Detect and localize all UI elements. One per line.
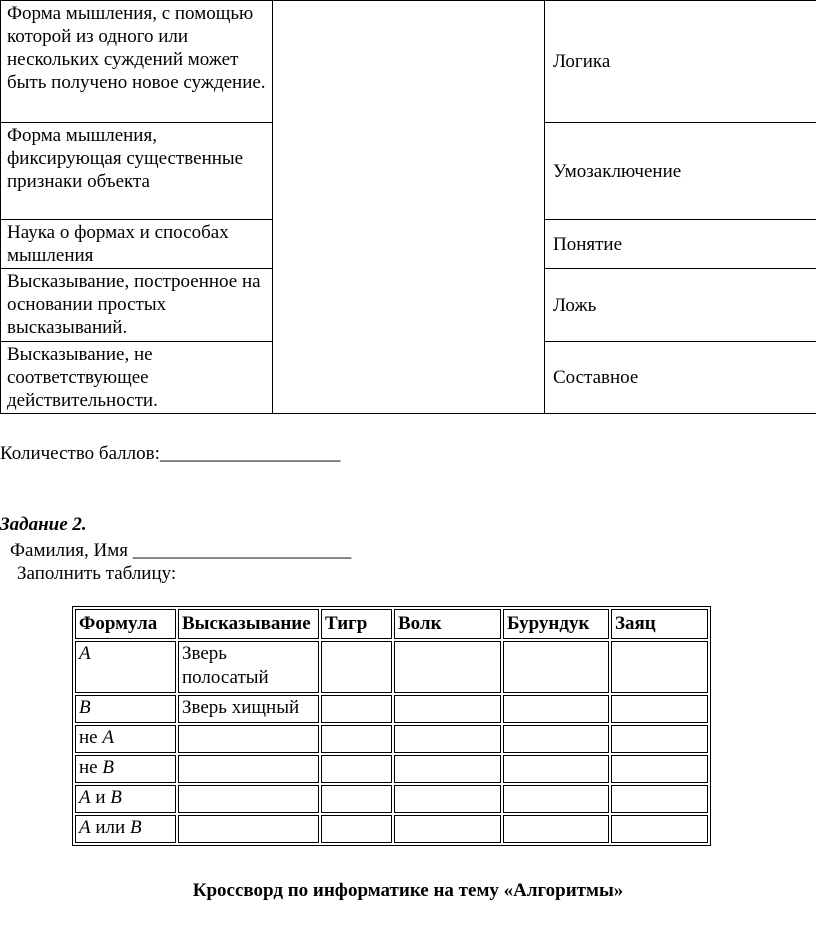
answer-cell[interactable] [321, 725, 392, 753]
answer-cell[interactable] [503, 725, 609, 753]
header-wolf: Волк [394, 609, 501, 639]
answer-cell[interactable] [503, 641, 609, 693]
statement-cell[interactable] [178, 725, 319, 753]
matching-table [0, 0, 816, 414]
answer-cell[interactable] [394, 725, 501, 753]
matching-right-cell: Ложь [545, 269, 816, 342]
matching-right-cell: Составное [545, 342, 816, 414]
answer-cell[interactable] [611, 641, 708, 693]
task-title: Задание 2. [0, 514, 87, 535]
matching-answer-column[interactable] [273, 1, 545, 414]
answer-cell[interactable] [394, 815, 501, 843]
statement-cell: Зверь полосатый [178, 641, 319, 693]
matching-right-cell: Умозаключение [545, 123, 816, 220]
answer-cell[interactable] [321, 785, 392, 813]
answer-cell[interactable] [503, 695, 609, 723]
answer-cell[interactable] [321, 641, 392, 693]
matching-right-cell: Понятие [545, 220, 816, 269]
matching-left-cell: Высказывание, построенное на основании простых высказываний. [1, 269, 273, 342]
answer-cell[interactable] [503, 755, 609, 783]
answer-cell[interactable] [503, 815, 609, 843]
header-formula: Формула [75, 609, 176, 639]
statement-cell[interactable] [178, 815, 319, 843]
name-line: Фамилия, Имя _______________________ [10, 540, 352, 561]
matching-left-cell: Форма мышления, с помощью которой из одного или нескольких суждений может быть получено новое суждение. [1, 1, 273, 123]
answer-cell[interactable] [611, 815, 708, 843]
answer-cell[interactable] [611, 785, 708, 813]
statement-cell[interactable] [178, 755, 319, 783]
answer-cell[interactable] [611, 695, 708, 723]
formula-cell: не A [75, 725, 176, 753]
answer-cell[interactable] [394, 695, 501, 723]
matching-left-cell: Наука о формах и способах мышления [1, 220, 273, 269]
answer-cell[interactable] [321, 815, 392, 843]
formula-cell: A [75, 641, 176, 693]
answer-cell[interactable] [321, 755, 392, 783]
matching-left-cell: Форма мышления, фиксирующая существенные признаки объекта [1, 123, 273, 220]
formula-cell: A или B [75, 815, 176, 843]
instruction-text: Заполнить таблицу: [17, 563, 177, 584]
matching-right-cell: Логика [545, 1, 816, 123]
header-hare: Заяц [611, 609, 708, 639]
answer-cell[interactable] [394, 641, 501, 693]
statement-cell: Зверь хищный [178, 695, 319, 723]
crossword-title: Кроссворд по информатике на тему «Алгоритмы» [192, 880, 624, 901]
header-tiger: Тигр [321, 609, 392, 639]
score-line: Количество баллов:___________________ [0, 443, 341, 464]
answer-cell[interactable] [321, 695, 392, 723]
statement-cell[interactable] [178, 785, 319, 813]
formula-cell: A и B [75, 785, 176, 813]
header-chipmunk: Бурундук [503, 609, 609, 639]
truth-table [72, 606, 711, 846]
formula-cell: не B [75, 755, 176, 783]
answer-cell[interactable] [611, 725, 708, 753]
answer-cell[interactable] [394, 785, 501, 813]
matching-left-cell: Высказывание, не соответствующее действительности. [1, 342, 273, 414]
answer-cell[interactable] [503, 785, 609, 813]
header-statement: Высказывание [178, 609, 319, 639]
answer-cell[interactable] [394, 755, 501, 783]
answer-cell[interactable] [611, 755, 708, 783]
formula-cell: B [75, 695, 176, 723]
